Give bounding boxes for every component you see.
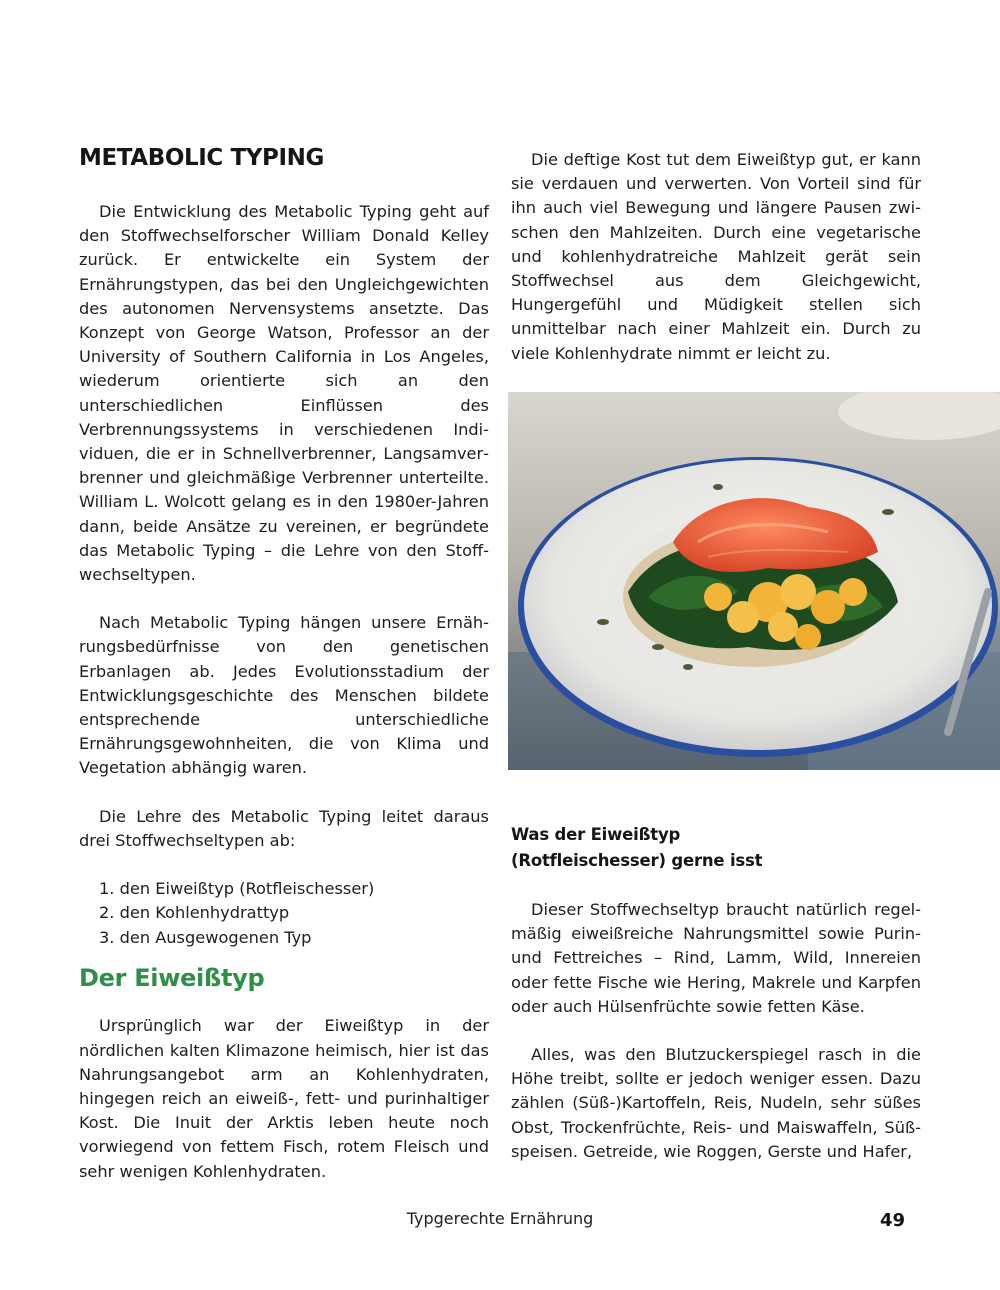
list-item: 2. den Kohlenhydrattyp: [99, 903, 290, 923]
subheading-what-eats: [511, 822, 921, 874]
subheading-eiweisstyp: Der Eiweißtyp: [79, 964, 265, 993]
subheading-line-2: (Rotfleischesser) gerne isst: [511, 851, 763, 870]
paragraph-eiweisstyp-origin: Ursprünglich war der Eiweißtyp in der nördlichen kalten Klimazone heimisch, hier ist das Nahrungsangebot arm an Kohlenhydraten, hingegen reich an eiweiß-, fett- und purinhaltiger Kost. Die Inuit der Arktis leben heute noch vorwiegend von fettem Fisch, rotem Fleisch und sehr wenigen Kohlenhydraten.: [79, 1016, 489, 1181]
metabolic-types-list: [79, 877, 489, 950]
list-item: 1. den Eiweißtyp (Rotfleischesser): [99, 879, 375, 899]
food-photo: [508, 392, 1000, 770]
paragraph-diet: Die deftige Kost tut dem Eiweißtyp gut, er kann sie verdauen und verwerten. Von Vorteil sind für ihn auch viel Bewegung und längere Pausen zwischen den Mahlzeiten. Durch eine vegetarische und kohlenhydratreiche Mahlzeit gerät sein Stoffwechsel aus dem Gleichgewicht, Hungergefühl und Müdigkeit stellen sich unmittelbar nach einer Mahlzeit ein. Durch zu viele Kohlenhydrate nimmt er leicht zu.: [511, 150, 921, 363]
paragraph-types-intro: Die Lehre des Metabolic Typing leitet daraus drei Stoffwechseltypen ab:: [79, 806, 489, 850]
paragraph-protein-foods: Dieser Stoffwechseltyp braucht natürlich regelmäßig eiweißreiche Nahrungsmittel sowie Purin- und Fettreiches – Rind, Lamm, Wild, Innereien oder fette Fische wie Hering, Makrele und Karpfen oder auch Hülsenfrüchte sowie fetten Käse.: [511, 900, 921, 1016]
running-footer: Typgerechte Ernährung: [406, 1209, 594, 1228]
right-column-lower: [511, 822, 921, 1164]
list-item: 3. den Ausgewogenen Typ: [99, 927, 312, 947]
section-heading: METABOLIC TYPING: [79, 145, 324, 171]
paragraph-blood-sugar: Alles, was den Blutzuckerspiegel rasch in die Höhe treibt, sollte er jedoch weniger essen. Dazu zählen (Süß-)Kartoffeln, Reis, Nudeln, sehr süßes Obst, Trockenfrüchte, Reis- und Maiswaffeln, Süßspeisen. Getreide, wie Roggen, Gerste und Hafer,: [511, 1045, 921, 1161]
intro-paragraph: Die Entwicklung des Metabolic Typing geht auf den Stoffwechselforscher William Donald Kelley zurück. Er entwickelte ein System der Ernährungstypen, das bei den Ungleichgewichten des autonomen Nervensystems ansetzte. Das Konzept von George Watson, Professor an der University of Southern California in Los Angeles, wiederum orientierte sich an den unterschiedlichen Einflüssen des Verbrennungssystems in verschiedenen Individuen, die er in Schnellverbrenner, Langsamverbrenner und gleichmäßige Verbrenner unterteilte. William L. Wolcott gelang es in den 1980er-Jahren dann, beide Ansätze zu vereinen, er begründete das Metabolic Typing – die Lehre von den Stoffwechseltypen.: [79, 202, 489, 585]
left-column: [79, 140, 489, 1184]
right-column: [511, 148, 921, 366]
paragraph-genetics: Nach Metabolic Typing hängen unsere Ernährungsbedürfnisse von den genetischen Erbanlagen ab. Jedes Evolutionsstadium der Entwicklungsgeschichte des Menschen bildete entsprechende unterschiedliche Ernährungsgewohnheiten, die von Klima und Vegetation abhängig waren.: [79, 613, 489, 778]
page-number: 49: [880, 1210, 906, 1231]
subheading-line-1: Was der Eiweißtyp: [511, 825, 681, 844]
